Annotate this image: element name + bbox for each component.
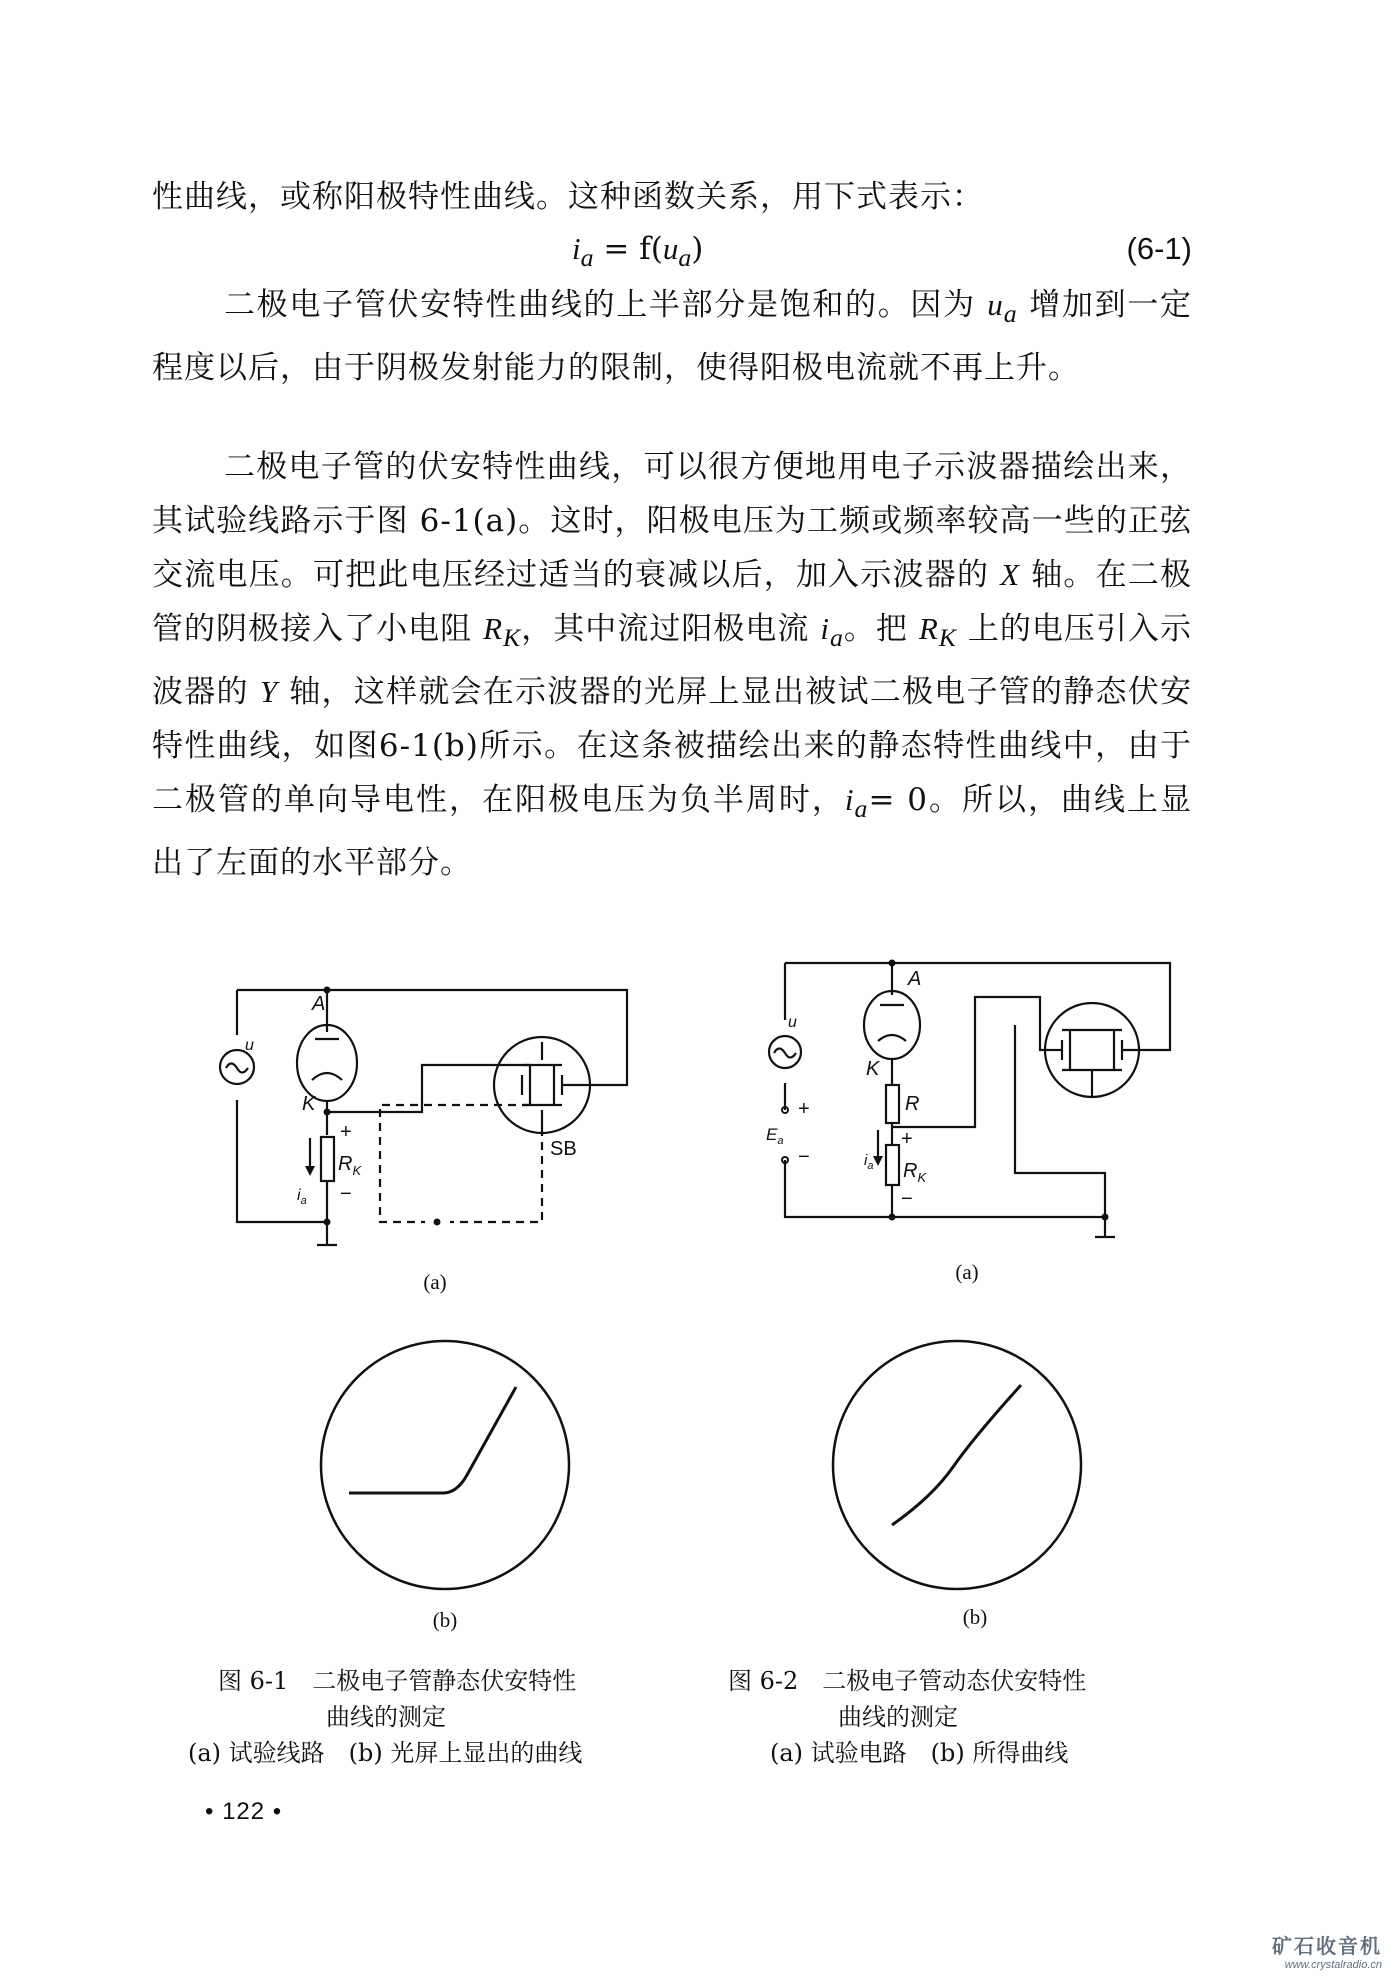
label-rk: $R_K$ [338,1153,362,1178]
label-minus: − [798,1146,810,1168]
figure-6-2-caption: 图 6-2 二极电子管动态伏安特性 曲线的测定 (a) 试验电路 (b) 所得曲线 [728,1667,1087,1767]
figure-6-1a-circuit [200,960,660,1260]
dashed-wire-right [450,1128,542,1222]
junction-dot-2 [889,1214,896,1221]
diode-envelope [864,991,920,1059]
wire-to-scope-y-hidden [892,1025,1015,1140]
label-minus: − [340,1183,352,1205]
diode-cathode [312,1073,342,1080]
watermark-title: 矿石收音机 [1272,1936,1382,1958]
paragraph-oscilloscope: 二极电子管的伏安特性曲线，可以很方便地用电子示波器描绘出来，其试验线路示于图 6-1(a)。这时，阳极电压为工频或频率较高一些的正弦交流电压。可把此电压经过适当的衰减以后，加入示波器的 X 轴。在二极管的阴极接入了小电阻 $R_K$，其中流过阳极电流 $i_a$。把 $R_K$ 上的电压引入示波器的 Y 轴，这样就会在示波器的光屏上显出被试二极电子管的静态伏安特性曲线，如图6-1(b)所示。在这条被描绘出来的静态特性曲线中，由于二极管的单向导电性，在阳极电压为负半周时，$i_a= 0$。所以，曲线上显出了左面的水平部分。 [152,449,1193,882]
equation-6-1 [152,222,1192,276]
r-resistor [886,1085,899,1123]
wire-scope-ground [1015,1025,1105,1217]
label-plus: + [798,1098,810,1120]
sine-glyph [774,1049,796,1058]
rk-resistor [886,1145,899,1185]
current-arrow-head [873,1156,883,1166]
junction-dot-1 [324,1109,331,1116]
dynamic-characteristic-curve [892,1385,1021,1525]
label-ia: $i_a$ [864,1152,874,1172]
rk-resistor [321,1137,334,1181]
wire-bottom [785,1160,1105,1217]
figure-6-1a-label: (a) [423,1270,447,1294]
junction-dot-4 [434,1219,441,1226]
label-source: u [788,1014,797,1031]
junction-dot-3 [1102,1214,1109,1221]
screen-circle [833,1341,1081,1589]
junction-dot-2 [324,1219,331,1226]
figure-6-1-caption: 图 6-1 二极电子管静态伏安特性 曲线的测定 (a) 试验线路 (b) 光屏上显出的曲线 [188,1667,583,1767]
figure-6-2b-label: (b) [962,1605,988,1629]
figure-6-2a-label: (a) [955,1260,979,1284]
screen-circle [321,1341,569,1589]
label-scope: SB [550,1138,577,1160]
equation-number: (6-1) [1126,231,1192,266]
label-cathode: K [866,1058,880,1080]
label-ea: $E_a$ [766,1125,784,1147]
crt-plates-vertical [522,1065,562,1105]
watermark-url: www.crystalradio.cn [1284,1959,1382,1971]
paragraph-intro: 性曲线，或称阳极特性曲线。这种函数关系，用下式表示： [152,179,984,215]
equation-formula: $i_a = f(u_a)$ [572,231,704,273]
figure-6-2a-circuit [760,955,1200,1255]
figure-6-1b-label: (b) [432,1608,458,1632]
junction-dot-1 [889,960,896,967]
label-source: u [245,1037,254,1054]
label-cathode: K [302,1093,316,1115]
current-arrow-head [305,1166,315,1176]
static-characteristic-curve [349,1387,516,1493]
page-number: • 122 • [205,1798,283,1825]
crt-plates-horizontal [522,1065,562,1105]
label-r: R [905,1093,920,1115]
label-anode: A [312,993,326,1015]
label-rk: $R_K$ [903,1160,927,1185]
wire-left-bottom [237,1100,327,1222]
watermark [1272,1930,1382,1971]
label-ia: $i_a$ [297,1187,307,1207]
paragraph-saturation: 二极电子管伏安特性曲线的上半部分是饱和的。因为 $u_a$ 增加到一定程度以后，由于阴极发射能力的限制，使得阳极电流就不再上升。 [152,287,1193,387]
label-minus-2: − [901,1188,913,1210]
crt-plates-vertical [1062,1030,1122,1070]
dashed-wire-left [380,1105,530,1222]
wire-top-loop [237,990,627,1085]
figure-6-2b-screen [827,1335,1087,1595]
sine-glyph [226,1064,248,1073]
label-plus-2: + [901,1128,913,1150]
diode-envelope [297,1025,357,1101]
figure-6-1b-screen [315,1335,575,1595]
label-plus: + [340,1121,352,1143]
label-anode: A [908,968,922,990]
diode-cathode [878,1035,906,1041]
